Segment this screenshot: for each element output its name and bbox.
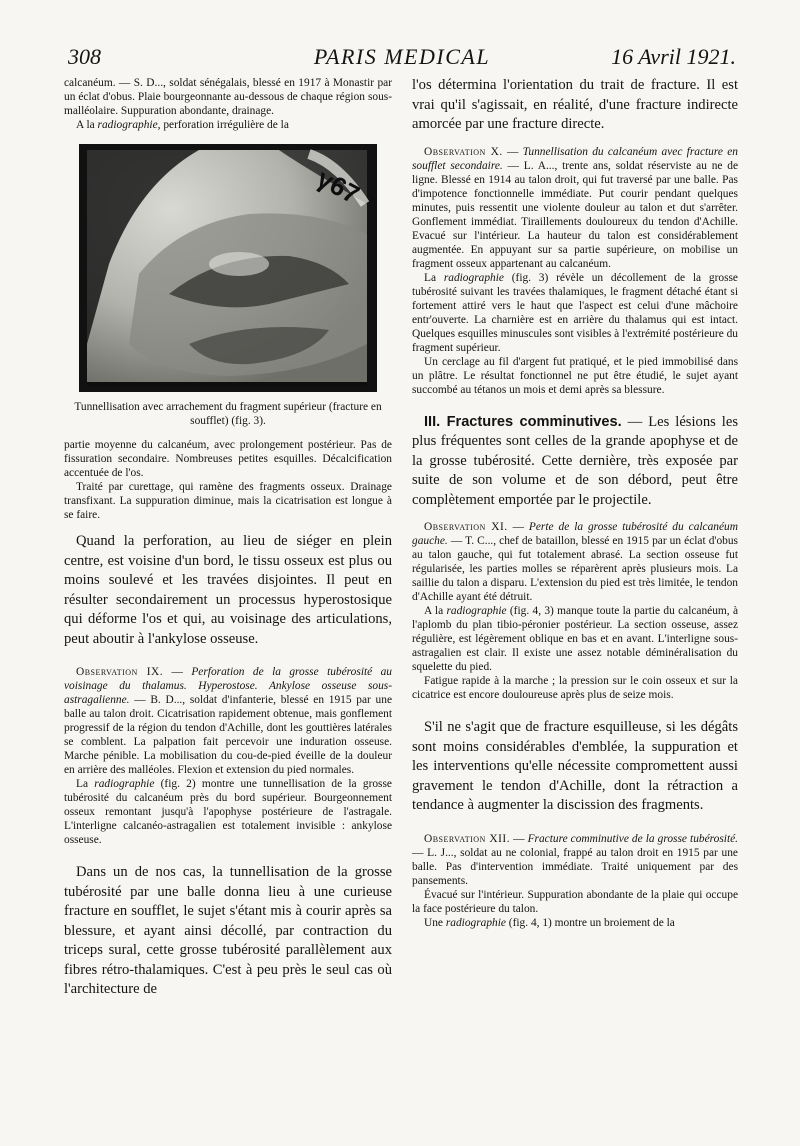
observation-label: Observation X.: [424, 145, 503, 158]
paragraph: l'os détermina l'orientation du trait de fracture. Il est vrai qu'il s'agissait, en réalité, d'une fracture indirecte amorcée par une fracture directe.: [412, 77, 738, 132]
observation-label: Observation XII.: [424, 832, 511, 845]
observation-title: Perte de la grosse tubérosité du calcanéum gauche.: [412, 521, 738, 547]
paragraph: La radiographie (fig. 3) révèle un décollement de la grosse tubérosité suivant les travées thalamiques, le fragment détaché étant si fortement attiré vers le haut que l'aspect est celui d'une mâchoire entr'ouverte. La charnière est en arrière du thalamus qui est intact. Quelques esquilles minuscules sont visibles à l'extrémité postérieure du fragment supérieur.: [412, 271, 738, 354]
observation-x: Observation X. — Tunnellisation du calcanéum avec fracture en soufflet secondaire. — L. A..., trente ans, soldat réserviste au ne de ligne. Blessé en 1914 au talon droit, qui fut traversé par une balle. Pas d'impotence fonctionnelle immédiate. Put courir pendant quelques minutes, puis ressentit une violente douleur au talon et dut s'arrêter. Gonflement immédiat. Tiraillements douloureux du tendon d'Achille. Evacué sur l'intérieur. La hauteur du talon est considérablement augmentée. En appuyant sur sa partie supérieure, on mobilise un fragment osseux appartenant au calcanéum.: [412, 145, 738, 270]
section-heading: III. Fractures comminutives.: [424, 413, 622, 430]
observation-title: Perforation de la grosse tubérosité au voisinage du thalamus. Hyperostose. Ankylose osseuse sous-astragalienne.: [64, 666, 392, 706]
left-column: [64, 76, 392, 1000]
observation-label: Observation XI.: [424, 521, 508, 533]
journal-title: PARIS MEDICAL: [313, 44, 491, 69]
observation-title: Tunnellisation du calcanéum avec fracture en soufflet secondaire.: [412, 145, 738, 172]
paragraph: Dans un de nos cas, la tunnellisation de la grosse tubérosité par une balle donna lieu à une curieuse fracture en soufflet, le sujet s'étant mis à courir après sa blessure, et ayant ainsi décollé, par contraction du triceps sural, cette grosse tubérosité parallèlement aux fibres rétro-thalamiques. C'est à peu près le seul cas où l'architecture de: [64, 864, 392, 997]
radiograph-figure: [79, 144, 377, 392]
paragraph: Évacué sur l'intérieur. Suppuration abondante de la plaie qui occupe la face postérieure du talon.: [412, 888, 738, 915]
observation-xii: Observation XII. — Fracture comminutive de la grosse tubérosité. — L. J..., soldat au ne colonial, frappé au talon droit en 1915 par une balle. Pas d'intervention immédiate. Traité uniquement par des pansements.: [412, 832, 739, 887]
page-header: [68, 44, 736, 74]
issue-date: 16 Avril 1921.: [611, 44, 736, 69]
observation-xi: Observation XI. — Perte de la grosse tubérosité du calcanéum gauche. — T. C..., chef de bataillon, blessé en 1915 par un éclat d'obus au talon gauche, qui fut totalement abrasé. La section osseuse fut régularisée, les parties molles se réparèrent après plusieurs mois. La saillie du talon a disparu. L'extension du pied est très limitée, le tendon d'Achille ayant été détruit.: [412, 521, 738, 603]
paragraph: Fatigue rapide à la marche ; la pression sur le coin osseux et sur la cicatrice est encore douloureuse après plus de seize mois.: [412, 675, 738, 701]
text: calcanéum. — S. D..., soldat sénégalais, blessé en 1917 à Monastir par un éclat d'obus. Plaie bourgeonnante au-dessous de chaque région sous-malléolaire. Suppuration abondante, drainage.: [64, 77, 392, 117]
paragraph: Quand la perforation, au lieu de siéger en plein centre, est voisine d'un bord, le tissu osseux est plus ou moins soulevé et les travées disjointes. Il peut en résulter secondairement un processus hyperostosique qui déforme l'os et qui, au voisinage des articulations, peut aboutir à l'ankylose osseuse.: [64, 533, 392, 647]
paragraph: A la radiographie (fig. 4, 3) manque toute la partie du calcanéum, à l'aplomb du plan tibio-péronier postérieur. La section osseuse, assez régulière, est légèrement oblique en bas et en avant. L'interligne sous-astragalien est clair. Il existe une assez notable déminéralisation du squelette du pied.: [412, 605, 738, 673]
section-paragraph: III. Fractures comminutives. — Les lésions les plus fréquentes sont celles de la grande apophyse et de la grosse tubérosité. Cette dernière, très exposée par suite de son volume et de son débord, peut être complètement emportée par le projectile.: [412, 413, 738, 508]
paragraph: Traité par curettage, qui ramène des fragments osseux. Drainage transfixant. La suppuration diminue, mais la cicatrisation est longue à se faire.: [64, 481, 392, 521]
observation-label: Observation IX.: [76, 666, 164, 678]
page-number: 308: [68, 44, 101, 69]
paragraph: A la radiographie, perforation irrégulière de la: [76, 119, 289, 131]
paragraph: La radiographie (fig. 2) montre une tunnellisation de la grosse tubérosité du calcanéum près du bord supérieur. Bourgeonnement osseux remontant jusqu'à l'apophyse postérieure de l'astragale. L'interligne calcanéo-astragalien est totalement invisible : ankylose osseuse.: [64, 778, 392, 846]
observation-title: Fracture comminutive de la grosse tubérosité.: [527, 832, 739, 845]
radiograph-image: [79, 144, 377, 392]
paragraph: S'il ne s'agit que de fracture esquilleuse, si les dégâts sont moins considérables d'emblée, la suppuration et les interventions qu'elle nécessite compromettent aussi gravement le tendon d'Achille, dont la rétraction a tendance à augmenter la discission des fragments.: [412, 719, 738, 813]
svg-text:γ67: γ67: [312, 162, 365, 210]
paragraph: Un cerclage au fil d'argent fut pratiqué, et le pied immobilisé dans un plâtre. Le résultat fonctionnel ne put être étudié, le sujet ayant succombé au tétanos un mois et demi après sa blessure.: [412, 355, 738, 396]
paragraph: Une radiographie (fig. 4, 1) montre un broiement de la: [424, 916, 675, 929]
observation-ix: Observation IX. — Perforation de la grosse tubérosité au voisinage du thalamus. Hyperostose. Ankylose osseuse sous-astragalienne. — B. D..., soldat d'infanterie, blessé en 1915 par une balle au talon droit. Cicatrisation rapidement obtenue, mais gonflement progressif de la région du tendon d'Achille, dont les gouttières latérales se comblent. La palpation fait percevoir une induration osseuse. Marche pénible. La mobilisation du cou-de-pied éveille de la douleur en arrière des malléoles. Flexion et extension du pied normales.: [64, 666, 392, 776]
paragraph: [64, 76, 392, 118]
figure-caption: Tunnellisation avec arrachement du fragment supérieur (fracture en soufflet) (fig. 3).: [74, 401, 382, 427]
paragraph: partie moyenne du calcanéum, avec prolongement postérieur. Pas de fissuration secondaire. Nombreuses petites esquilles. Décalcification accentuée de l'os.: [64, 439, 392, 479]
right-column: [412, 76, 738, 930]
